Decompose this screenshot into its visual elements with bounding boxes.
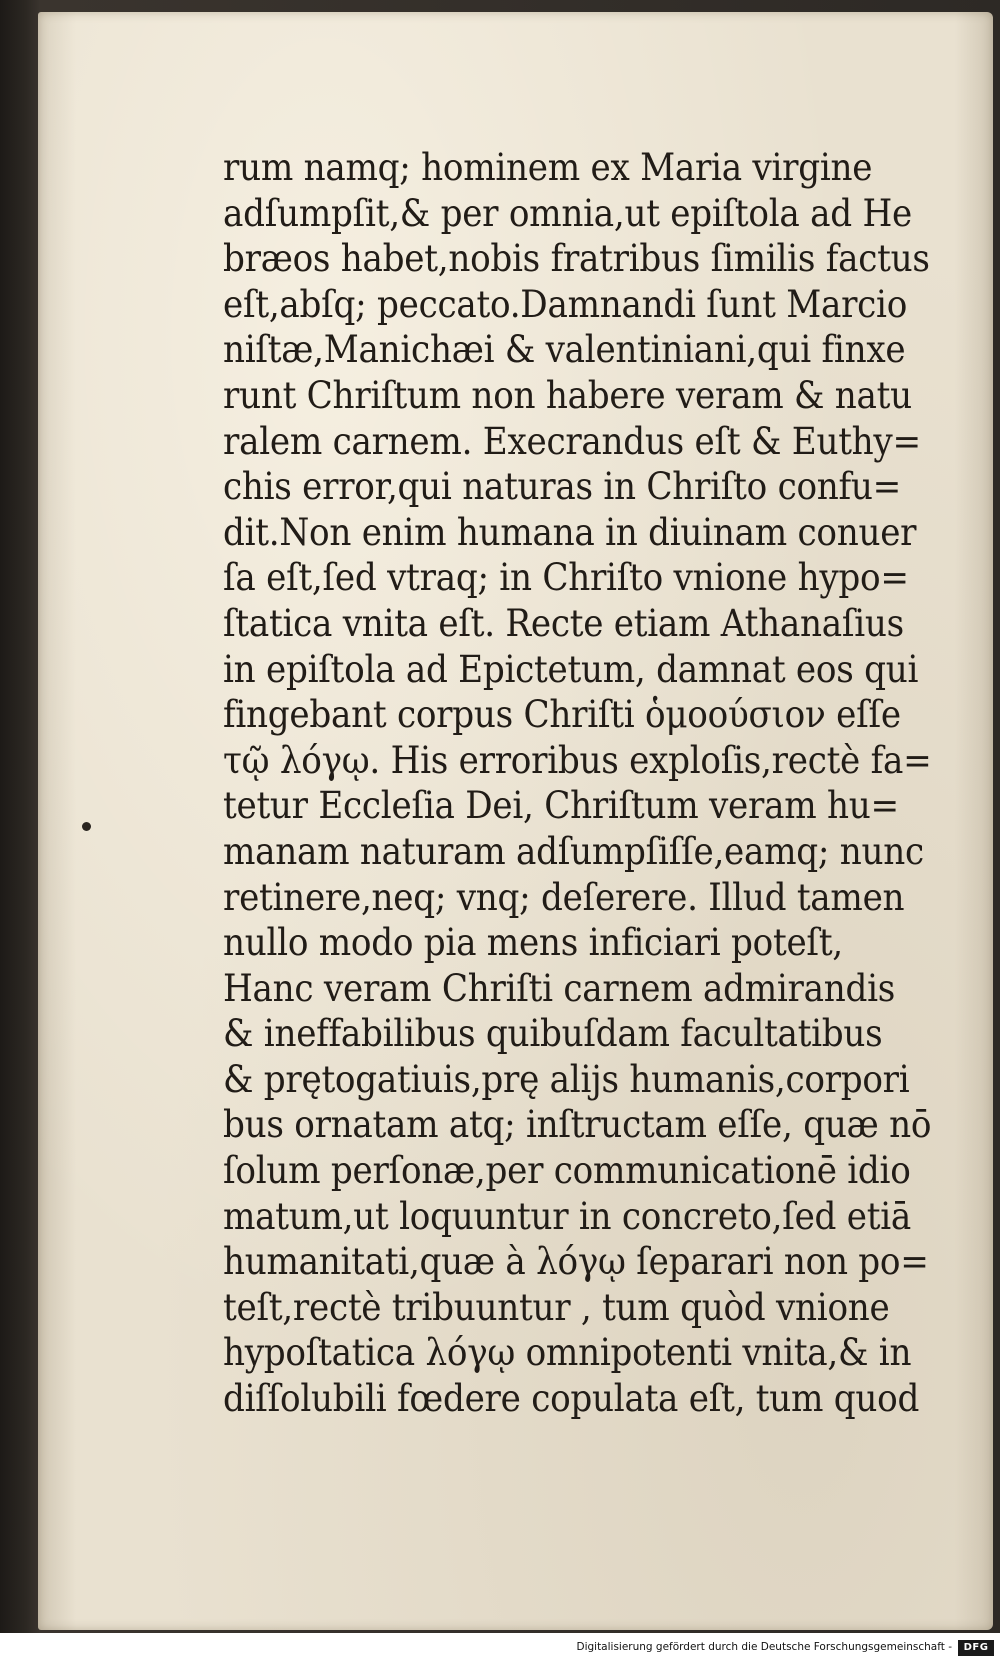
- margin-dot: [82, 822, 91, 831]
- text-line: ſolum perſonæ,per communicationē idio: [223, 1149, 911, 1193]
- text-line: & prętogatiuis,prę alijs humanis,corpori: [223, 1057, 910, 1101]
- text-line: τῷ λόγῳ. His erroribus exploſis,rectè fa=: [223, 738, 932, 782]
- text-line: & ineffabilibus quibuſdam facultatibus: [223, 1012, 883, 1056]
- text-line: fingebant corpus Chriſti ὁμοούσιον eſſe: [223, 693, 901, 737]
- footer-bar: [0, 1633, 1000, 1665]
- text-line: retinere,neq; vnq; deſerere. Illud tamen: [223, 875, 905, 919]
- text-line: manam naturam adſumpſiſſe,eamq; nunc: [223, 829, 924, 873]
- digitization-credit: Digitalisierung gefördert durch die Deutsche Forschungsgemeinschaft -: [576, 1641, 952, 1653]
- text-line: niſtæ,Manichæi & valentiniani,qui finxe: [223, 328, 906, 372]
- text-line: rum namq; hominem ex Maria virgine: [223, 146, 873, 189]
- text-line: diſſolubili fœdere copulata eſt, tum quod: [223, 1377, 920, 1421]
- text-line: teſt,rectè tribuuntur , tum quòd vnione: [223, 1285, 890, 1329]
- text-line: ralem carnem. Execrandus eſt & Euthy=: [223, 419, 921, 463]
- text-line: in epiſtola ad Epictetum, damnat eos qui: [223, 647, 919, 691]
- body-text: [223, 145, 993, 1422]
- dfg-logo: DFG: [958, 1640, 994, 1656]
- text-line: tetur Eccleſia Dei, Chriſtum veram hu=: [223, 784, 899, 828]
- text-line: bræos habet,nobis fratribus ſimilis factus: [223, 237, 930, 281]
- text-line: dit.Non enim humana in diuinam conuer: [223, 510, 917, 554]
- text-line: Hanc veram Chriſti carnem admirandis: [223, 966, 896, 1010]
- text-line: eſt,abſq; peccato.Damnandi ſunt Marcio: [223, 282, 908, 326]
- text-line: ſa eſt,ſed vtraq; in Chriſto vnione hypo=: [223, 556, 909, 600]
- text-line: chis error,qui naturas in Chriſto confu=: [223, 465, 902, 509]
- text-line: nullo modo pia mens inficiari poteſt,: [223, 921, 843, 965]
- text-line: ſtatica vnita eſt. Recte etiam Athanaſius: [223, 601, 904, 645]
- text-line: adſumpſit,& per omnia,ut epiſtola ad He: [223, 191, 912, 235]
- text-line: matum,ut loquuntur in concreto,ſed etiā: [223, 1194, 912, 1238]
- text-line: runt Chriſtum non habere veram & natu: [223, 373, 912, 417]
- text-line: bus ornatam atq; inſtructam eſſe, quæ nō: [223, 1103, 932, 1147]
- book-page: [38, 12, 993, 1630]
- text-line: humanitati,quæ à λόγῳ ſeparari non po=: [223, 1240, 929, 1284]
- text-line: hypoſtatica λόγῳ omnipotenti vnita,& in: [223, 1331, 912, 1375]
